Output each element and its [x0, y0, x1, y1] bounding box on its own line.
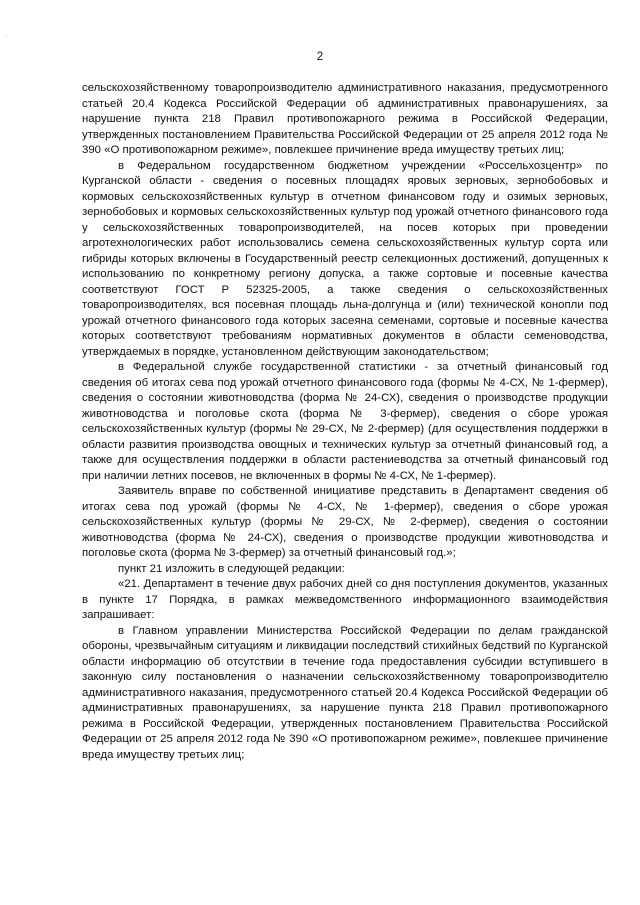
paragraph-point-21-instruction: пункт 21 изложить в следующей редакции: [118, 562, 345, 575]
paragraph-fire-penalty-continuation: сельскохозяйственному товаропроизводителю административного наказания, предусмотренного статьей 20.4 Кодекса Российской Федерации об административных правонарушениях, за нарушение пункта 218 Правил противопожарного режима в Российской Федерации, утвержденных постановлением Правительства Российской Федерации от 25 апреля 2012 года № 390 «О противопожарном режиме», повлекшее причинение вреда имуществу третьих лиц; [82, 82, 608, 156]
scan-speck [6, 36, 7, 37]
paragraph-applicant-right: Заявитель вправе по собственной инициативе представить в Департамент сведения об итогах сева под урожай (формы № 4-СХ, № 1-фермер), сведения о сборе урожая сельскохозяйственных культур (формы № 29-СХ, № 2-фермер), сведения о состоянии животноводства (форма № 24-СХ), сведения о производстве продукции животноводства и поголовье скота (форма № 3-фермер) за отчетный финансовый год.»; [82, 485, 608, 559]
paragraph-rosstat-request: в Федеральной службе государственной статистики - за отчетный финансовый год сведения об итогах сева под урожай отчетного финансового года (формы № 4-СХ, № 1-фермер), сведения о состоянии животноводства (форма № 24-СХ), сведения о производстве продукции животноводства и поголовье скота (форма № 3-фермер), сведения о сборе урожая сельскохозяйственных культур (формы № 29-СХ, № 2-фермер) (для осуществления поддержки в области развития производства овощных и технических культур за отчетный финансовый год, а также для осуществления поддержки в области растениеводства за отчетный финансовый год при наличии летних посевов, не включенных в формы № 4-СХ, № 1-фермер). [82, 361, 608, 482]
document-body [82, 81, 608, 763]
page-number: 2 [316, 51, 324, 63]
paragraph-rosselkhozcenter-request: в Федеральном государственном бюджетном учреждении «Россельхозцентр» по Курганской области - сведения о посевных площадях яровых зерновых, зернобобовых и кормовых сельскохозяйственных культур в отчетном финансовом году и озимых зерновых, зернобобовых и кормовых сельскохозяйственных культур под урожай отчетного финансового года у сельскохозяйственных товаропроизводителей, на посев которых при проведении агротехнологических работ использовались семена сельскохозяйственных культур сорта или гибриды которых включены в Государственный реестр селекционных достижений, допущенных к использованию по конкретному региону допуска, а также сортовые и посевные качества соответствуют ГОСТ Р 52325-2005, а также сведения о сельскохозяйственных товаропроизводителях, вся посевная площадь льна-долгунца и (или) технической конопли под урожай отчетного финансового года которых засеяна семенами, сортовые и посевные качества которых соответствуют требованиям нормативных документов в области семеноводства, утверждаемых в порядке, установленном действующим законодательством; [82, 159, 608, 358]
paragraph-point-21-text: «21. Департамент в течение двух рабочих дней со дня поступления документов, указанных в пункте 17 Порядка, в рамках межведомственного информационного взаимодействия запрашивает: [82, 578, 608, 621]
paragraph-emergency-ministry-request: в Главном управлении Министерства Российской Федерации по делам гражданской обороны, чрезвычайным ситуациям и ликвидации последствий стихийных бедствий по Курганской области информацию об отсутствии в течение года предоставления субсидии вступившего в законную силу постановления о назначении сельскохозяйственному товаропроизводителю административного наказания, предусмотренного статьей 20.4 Кодекса Российской Федерации об административных правонарушениях, за нарушение пункта 218 Правил противопожарного режима в Российской Федерации, утвержденных постановлением Правительства Российской Федерации от 25 апреля 2012 года № 390 «О противопожарном режиме», повлекшее причинение вреда имуществу третьих лиц; [82, 624, 608, 761]
